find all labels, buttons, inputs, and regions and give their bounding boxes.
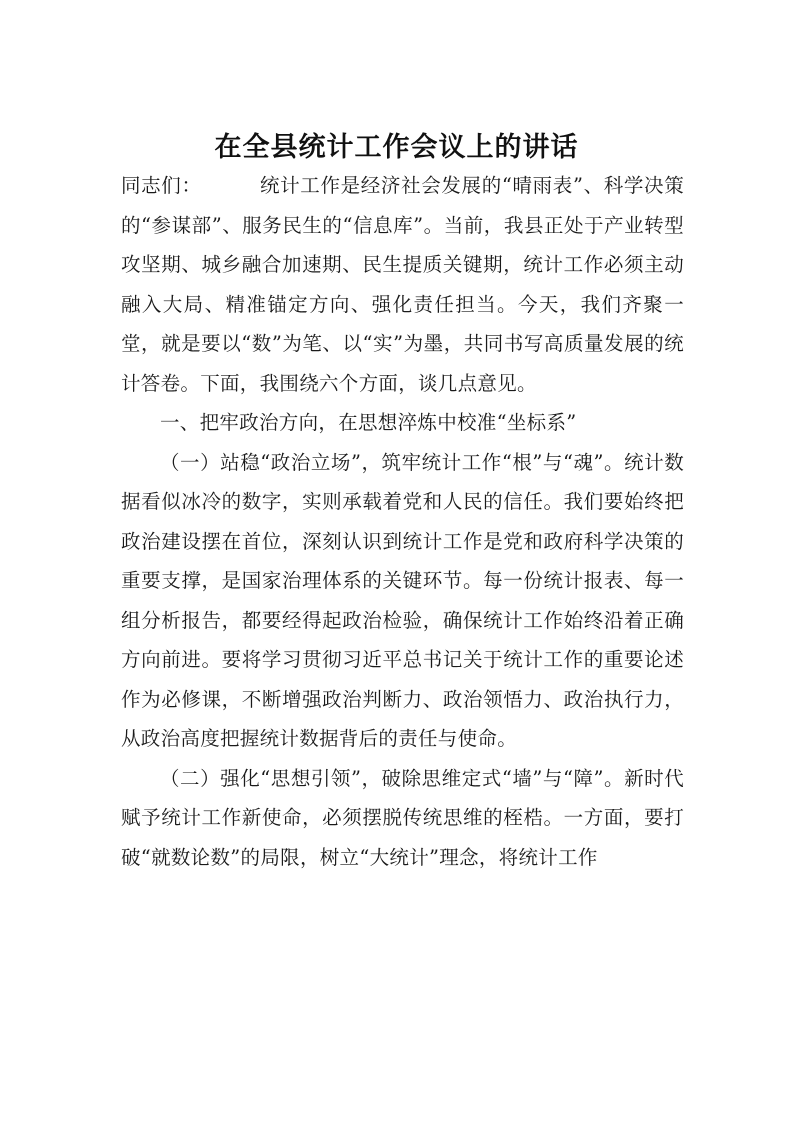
salutation: 同志们： xyxy=(121,174,202,197)
section-heading-1: 一、把牢政治方向，在思想淬炼中校准“坐标系” xyxy=(160,411,577,434)
paragraph-2: （二）强化“思想引领”，破除思维定式“墙”与“障”。新时代赋予统计工作新使命，必须摆脱传统思维的桎梏。一方面，要打破“就数论数”的局限，树立“大统计”理念，将统计工作 xyxy=(121,766,684,869)
document-title: 在全县统计工作会议上的讲话 xyxy=(214,132,579,163)
paragraph-1: （一）站稳“政治立场”，筑牢统计工作“根”与“魂”。统计数据看似冰冷的数字，实则承载着党和人民的信任。我们要始终把政治建设摆在首位，深刻认识到统计工作是党和政府科学决策的重要支撑，是国家治理体系的关键环节。每一份统计报表、每一组分析报告，都要经得起政治检验，确保统计工作始终沿着正确方向前进。要将学习贯彻习近平总书记关于统计工作的重要论述作为必修课，不断增强政治判断力、政治领悟力、政治执行力，从政治高度把握统计数据背后的责任与使命。 xyxy=(121,450,684,750)
intro-text: 统计工作是经济社会发展的“晴雨表”、科学决策的“参谋部”、服务民生的“信息库”。当前，我县正处于产业转型攻坚期、城乡融合加速期、民生提质关键期，统计工作必须主动融入大局、精准锚定方向、强化责任担当。今天，我们齐聚一堂，就是要以“数”为笔、以“实”为墨，共同书写高质量发展的统计答卷。下面，我围绕六个方面，谈几点意见。 xyxy=(121,174,684,395)
document-body xyxy=(121,166,684,877)
intro-paragraph xyxy=(121,166,684,403)
